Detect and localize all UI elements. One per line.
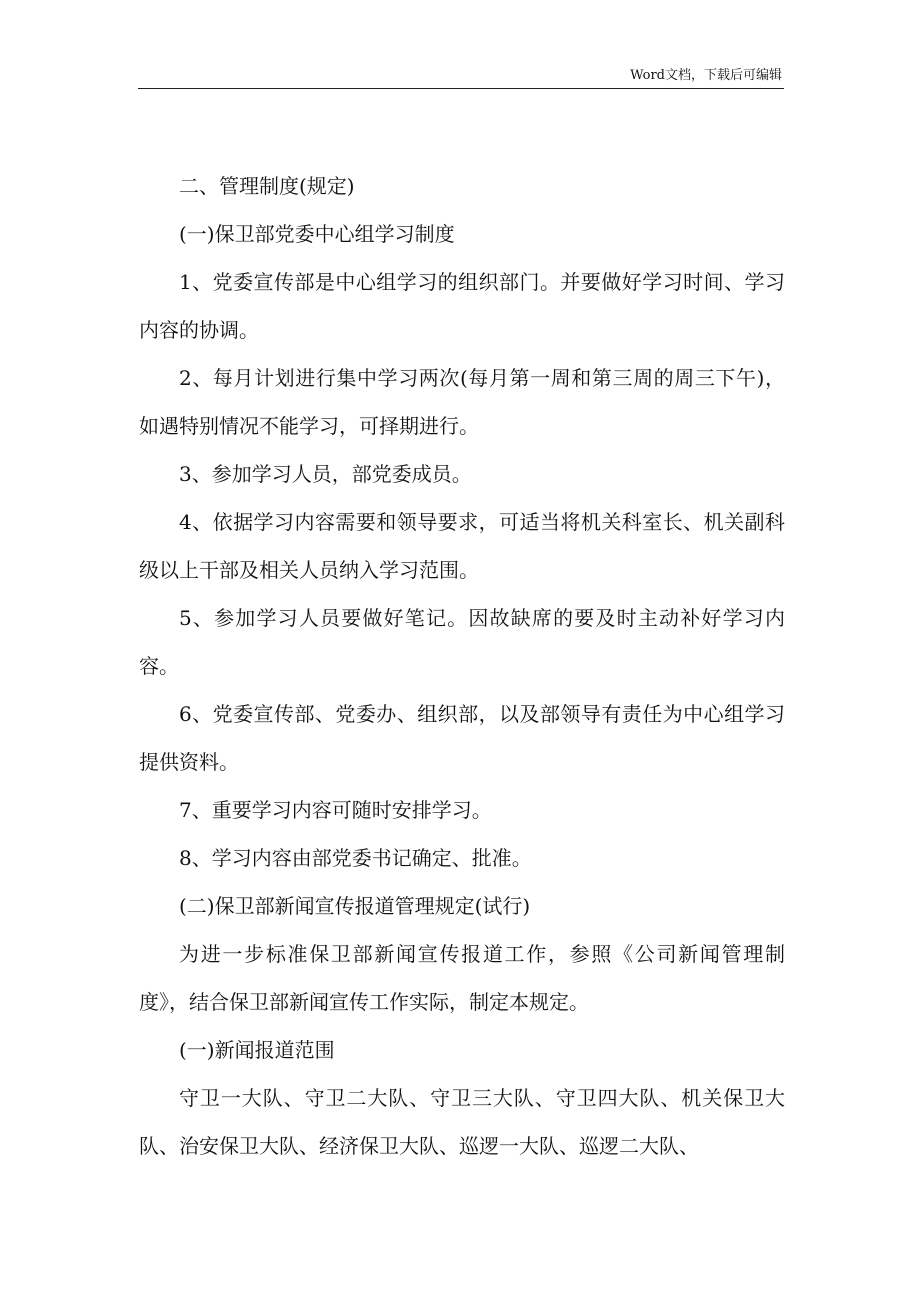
section-heading: 二、管理制度(规定) (179, 174, 355, 198)
paragraph: 3、参加学习人员，部党委成员。 (179, 462, 472, 486)
header-text: Word文档，下载后可编辑 (630, 68, 782, 83)
paragraph: 2、每月计划进行集中学习两次(每月第一周和第三周的周三下午)，如遇特别情况不能学习，可择期进行。 (139, 366, 785, 438)
paragraph: 7、重要学习内容可随时安排学习。 (179, 798, 492, 822)
paragraph: 4、依据学习内容需要和领导要求，可适当将机关科室长、机关副科级以上干部及相关人员纳入学习范围。 (139, 510, 785, 582)
subsection-heading: (一)新闻报道范围 (179, 1038, 335, 1062)
subsection-heading: (一)保卫部党委中心组学习制度 (179, 222, 455, 246)
document-body (139, 162, 785, 1170)
subsection-heading: (二)保卫部新闻宣传报道管理规定(试行) (179, 894, 531, 918)
paragraph: 6、党委宣传部、党委办、组织部，以及部领导有责任为中心组学习提供资料。 (139, 702, 785, 774)
page-header (138, 62, 784, 89)
paragraph: 5、参加学习人员要做好笔记。因故缺席的要及时主动补好学习内容。 (139, 606, 785, 678)
paragraph: 8、学习内容由部党委书记确定、批准。 (179, 846, 532, 870)
paragraph: 守卫一大队、守卫二大队、守卫三大队、守卫四大队、机关保卫大队、治安保卫大队、经济保卫大队、巡逻一大队、巡逻二大队、 (139, 1086, 785, 1158)
paragraph: 1、党委宣传部是中心组学习的组织部门。并要做好学习时间、学习内容的协调。 (139, 270, 785, 342)
paragraph: 为进一步标准保卫部新闻宣传报道工作，参照《公司新闻管理制度》，结合保卫部新闻宣传工作实际，制定本规定。 (139, 942, 785, 1014)
